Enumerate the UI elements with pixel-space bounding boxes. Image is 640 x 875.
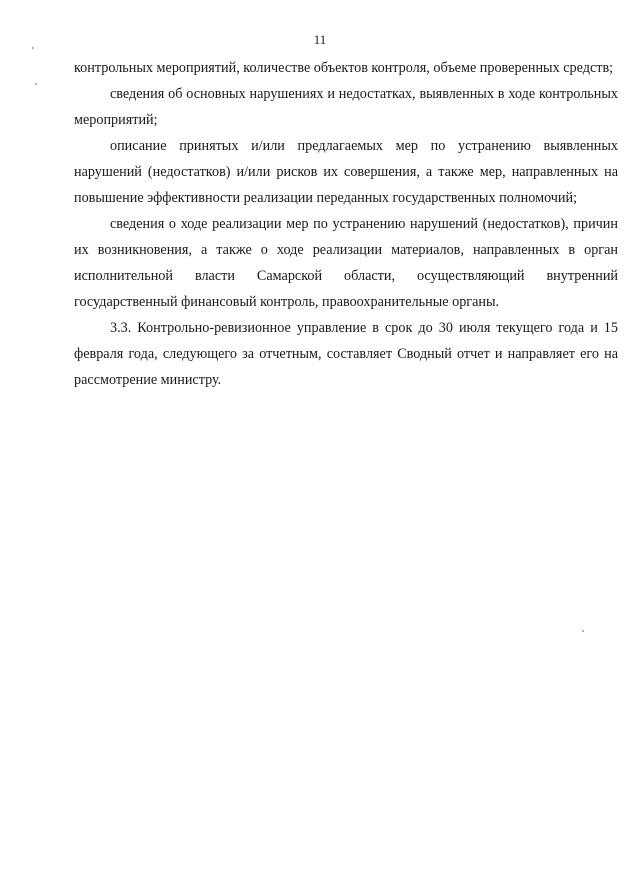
page-number: 11: [313, 32, 327, 47]
paragraph-implementation-info: сведения о ходе реализации мер по устранению нарушений (недостатков), причин их возникновения, а также о ходе реализации материалов, направленных в орган исполнительной власти Самарской области, осуществляющий внутренний государственный финансовый контроль, правоохранительные органы.: [74, 216, 618, 310]
paragraph-violations-info: сведения об основных нарушениях и недостатках, выявленных в ходе контрольных мероприятий;: [74, 86, 618, 128]
paragraph-control-activities: контрольных мероприятий, количестве объектов контроля, объеме проверенных средств;: [74, 60, 614, 76]
paragraph-section-3-3: 3.3. Контрольно-ревизионное управление в срок до 30 июля текущего года и 15 февраля года, следующего за отчетным, составляет Сводный отчет и направляет его на рассмотрение министру.: [74, 320, 618, 388]
scan-speck: [35, 83, 37, 85]
scan-speck: [582, 630, 584, 632]
paragraph-measures-description: описание принятых и/или предлагаемых мер по устранению выявленных нарушений (недостатков) и/или рисков их совершения, а также мер, направленных на повышение эффективности реализации переданных государственных полномочий;: [74, 138, 618, 206]
scan-speck: [32, 47, 34, 49]
document-body: [74, 55, 618, 393]
